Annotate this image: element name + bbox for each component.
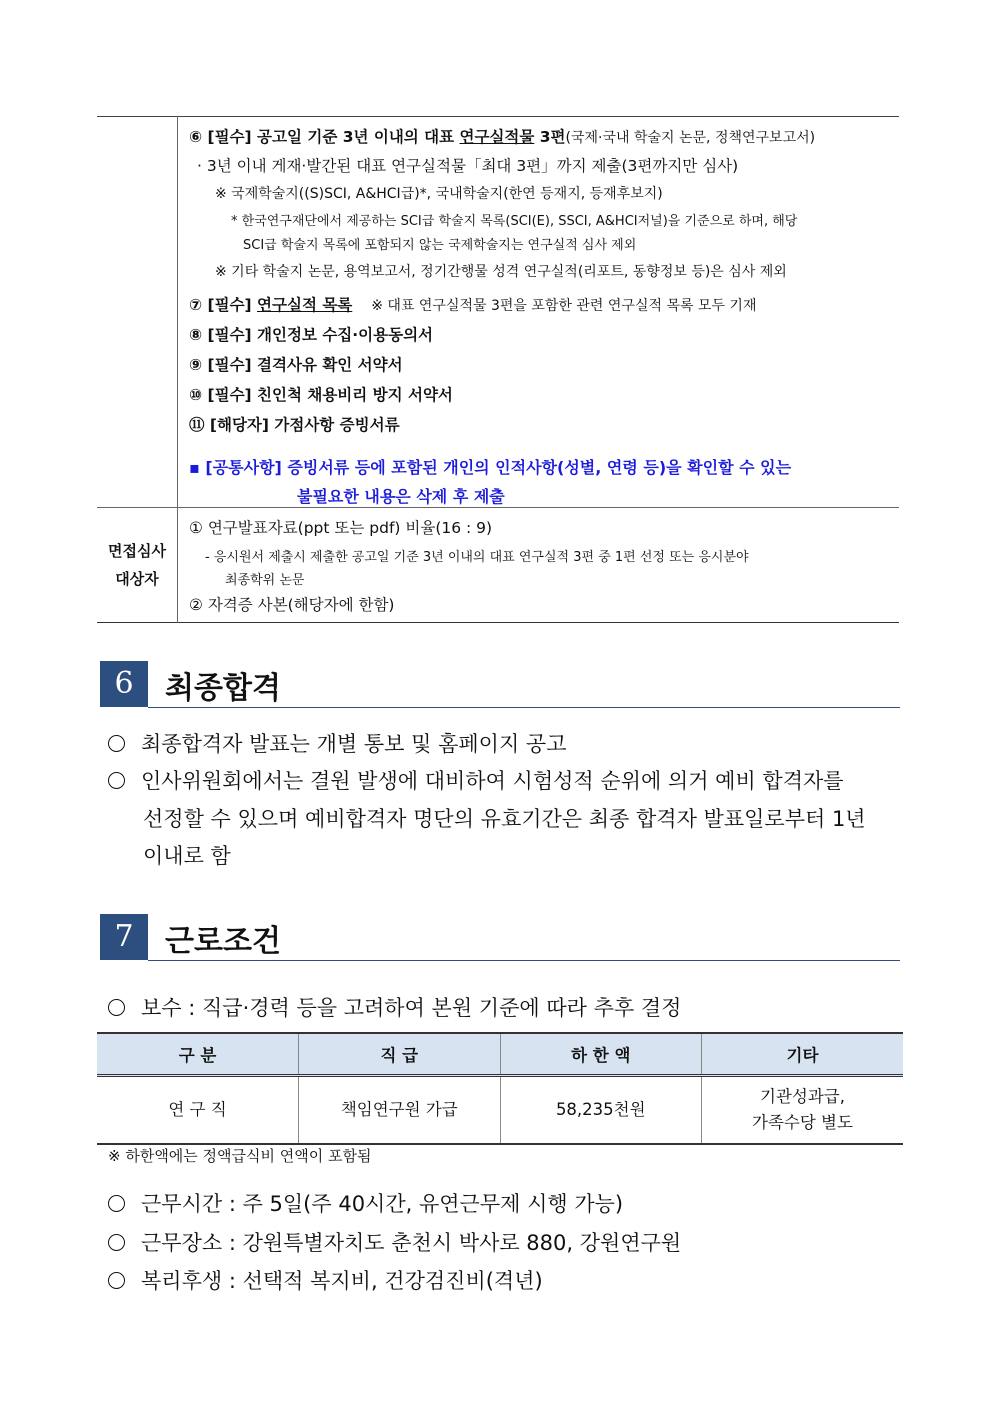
working-place: [108, 1227, 681, 1257]
item-6-row: [189, 125, 815, 147]
table-top-border: [97, 116, 899, 117]
item-9: ⑨ [필수] 결격사유 확인 서약서: [189, 356, 403, 374]
section-6-number: 6: [100, 661, 148, 707]
pay-table: [97, 1032, 903, 1145]
item-6-title: ⑥ [필수] 공고일 기준 3년 이내의 대표 연구실적물 3편: [189, 128, 566, 146]
section-6-bullet-2-line-2: 선정할 수 있으며 예비합격자 명단의 유효기간은 최종 합격자 발표일로부터 1년: [143, 807, 866, 831]
interview-label-line-2: 대상자: [115, 570, 159, 588]
table-column-divider: [177, 116, 178, 623]
cell-category: 연 구 직: [97, 1076, 299, 1145]
header-min-pay: 하 한 액: [500, 1033, 702, 1076]
interview-label-line-1: 면접심사: [108, 542, 166, 560]
circle-bullet-icon: [108, 1234, 125, 1251]
interview-item-2: ② 자격증 사본(해당자에 한함): [189, 596, 395, 614]
interview-sub-2: 최종학위 논문: [225, 573, 305, 588]
section-6-bullet-2: [108, 765, 844, 795]
item-10: ⑩ [필수] 친인척 채용비리 방지 서약서: [189, 386, 453, 404]
circle-bullet-icon: [108, 1272, 125, 1289]
item-6-note-1: ※ 국제학술지((S)SCI, A&HCI급)*, 국내학술지(한연 등재지, 등재후보지): [215, 186, 663, 202]
interview-item-1: ① 연구발표자료(ppt 또는 pdf) 비율(16 : 9): [189, 519, 493, 537]
cell-etc-line-2: 가족수당 별도: [752, 1113, 853, 1132]
table-note: ※ 하한액에는 정액급식비 연액이 포함됨: [108, 1147, 372, 1165]
item-6-sub-1: · 3년 이내 게재·발간된 대표 연구실적물「최대 3편」까지 제출(3편까지만 심사): [197, 157, 739, 175]
circle-bullet-icon: [108, 772, 125, 789]
item-7-title: ⑦ [필수] 연구실적 목록: [189, 296, 353, 314]
interview-sub-1: - 응시원서 제출시 제출한 공고일 기준 3년 이내의 대표 연구실적 3편 중 1편 선정 또는 응시분야: [205, 550, 749, 565]
section-6-bullet-1-text: 최종합격자 발표는 개별 통보 및 홈페이지 공고: [141, 732, 567, 756]
section-7-rule: [148, 960, 900, 961]
section-6-bullet-1: [108, 728, 566, 758]
header-etc: 기타: [702, 1033, 904, 1076]
item-7-row: [189, 293, 756, 315]
header-grade: 직 급: [299, 1033, 501, 1076]
header-category: 구 분: [97, 1033, 299, 1076]
welfare: [108, 1265, 543, 1295]
circle-bullet-icon: [108, 1195, 125, 1212]
common-notice-line-1: ▪ [공통사항] 증빙서류 등에 포함된 개인의 인적사항(성별, 연령 등)을 확인할 수 있는: [189, 458, 792, 477]
working-hours: [108, 1188, 623, 1218]
item-11: ⑪ [해당자] 가점사항 증빙서류: [189, 416, 400, 434]
cell-min-pay: 58,235천원: [500, 1076, 702, 1145]
circle-bullet-icon: [108, 999, 125, 1016]
pay-line: [108, 992, 681, 1022]
circle-bullet-icon: [108, 735, 125, 752]
section-6-bullet-2-line-1: 인사위원회에서는 결원 발생에 대비하여 시험성적 순위에 의거 예비 합격자를: [141, 769, 844, 793]
common-notice-line-2: 불필요한 내용은 삭제 후 제출: [297, 487, 505, 506]
working-place-text: 근무장소 : 강원특별자치도 춘천시 박사로 880, 강원연구원: [141, 1231, 682, 1255]
welfare-text: 복리후생 : 선택적 복지비, 건강검진비(격년): [141, 1269, 543, 1293]
section-7-title: 근로조건: [165, 924, 281, 959]
item-6-note-2: ※ 기타 학술지 논문, 용역보고서, 정기간행물 성격 연구실적(리포트, 동향정보 등)은 심사 제외: [215, 264, 787, 280]
item-6-footnote-1: * 한국연구재단에서 제공하는 SCI급 학술지 목록(SCI(E), SSCI, A&HCI저널)을 기준으로 하며, 해당: [231, 214, 798, 229]
pay-line-text: 보수 : 직급·경력 등을 고려하여 본원 기준에 따라 추후 결정: [141, 996, 682, 1020]
section-6-bullet-2-line-3: 이내로 함: [143, 844, 231, 868]
item-8: ⑧ [필수] 개인정보 수집·이용동의서: [189, 326, 434, 344]
table-bottom-border: [97, 622, 899, 623]
cell-grade: 책임연구원 가급: [299, 1076, 501, 1145]
pay-table-header-row: [97, 1033, 903, 1076]
section-7-number: 7: [100, 914, 148, 960]
table-row: [97, 1076, 903, 1145]
cell-etc: [702, 1076, 904, 1145]
section-6-rule: [148, 707, 900, 708]
working-hours-text: 근무시간 : 주 5일(주 40시간, 유연근무제 시행 가능): [141, 1192, 624, 1216]
cell-etc-line-1: 기관성과급,: [760, 1087, 845, 1106]
section-6-title: 최종합격: [165, 671, 281, 706]
documents-table: [97, 116, 899, 623]
item-6-footnote-2: SCI급 학술지 목록에 포함되지 않는 국제학술지는 연구실적 심사 제외: [243, 238, 637, 253]
item-6-suffix: (국제·국내 학술지 논문, 정책연구보고서): [565, 130, 816, 146]
item-7-note: ※ 대표 연구실적물 3편을 포함한 관련 연구실적 목록 모두 기재: [371, 298, 757, 314]
table-row-divider: [97, 507, 899, 508]
